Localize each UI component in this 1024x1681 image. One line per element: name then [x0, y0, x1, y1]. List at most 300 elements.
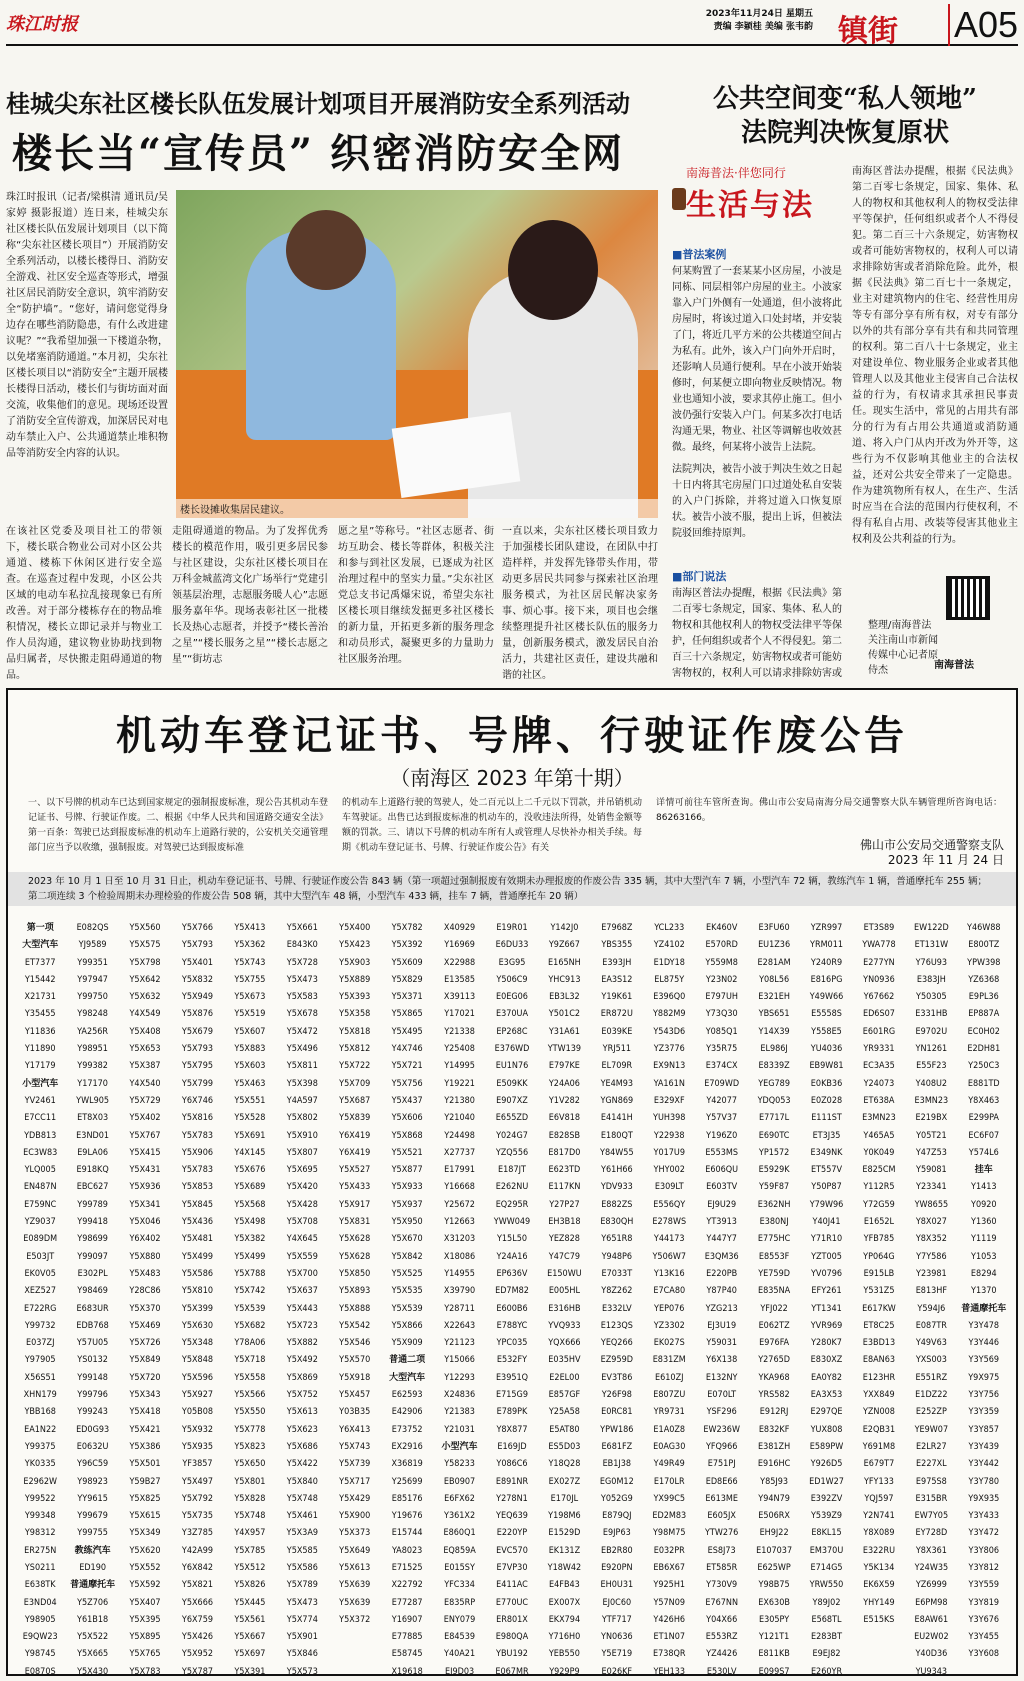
plate-number: Y506W7: [652, 1251, 687, 1262]
plate-number: E8553F: [758, 1251, 790, 1262]
plate-number: YA256R: [77, 1026, 109, 1037]
plate-number: Y99789: [77, 1199, 108, 1210]
plate-number: Y21383: [444, 1407, 475, 1418]
plate-number: YQJ597: [864, 1493, 894, 1504]
plate-number: E278WS: [652, 1217, 687, 1228]
plate-number: E722RG: [23, 1303, 57, 1314]
plate-number: Y5X937: [391, 1199, 423, 1210]
plate-number: Y447Y7: [706, 1234, 737, 1245]
plate-number: E832KF: [758, 1424, 790, 1435]
plate-number: Y5X613: [339, 1562, 371, 1573]
plate-column: [433, 920, 485, 1681]
plate-number: EA3S12: [601, 974, 633, 985]
plate-number: Y5X679: [181, 1026, 213, 1037]
plate-number: ER275N: [24, 1545, 57, 1556]
plate-number: Y59081: [916, 1165, 947, 1176]
plate-number: Y15L50: [496, 1234, 528, 1245]
plate-number: E835NA: [758, 1286, 791, 1297]
plate-number: E380NJ: [759, 1217, 789, 1228]
plate-number: E8294: [970, 1268, 997, 1279]
plate-number: EK460V: [705, 923, 738, 933]
plate-number: Y5X395: [129, 1614, 161, 1625]
plate-number: ET8X03: [77, 1113, 109, 1124]
plate-number: Y5X561: [234, 1614, 266, 1625]
plate-number: E376WD: [494, 1044, 530, 1055]
plate-number: E860Q1: [443, 1528, 476, 1539]
plate-number: YKA968: [758, 1372, 790, 1383]
plate-number: EA0Y82: [810, 1372, 843, 1383]
plate-number: Y8Z262: [601, 1286, 633, 1297]
plate-number: Y3Y756: [968, 1390, 1000, 1401]
plate-number: E8KL15: [811, 1528, 842, 1539]
plate-number: Y5X461: [286, 1511, 318, 1522]
plate-number: E9EJ82: [812, 1649, 841, 1660]
plate-number: E0Z028: [810, 1095, 843, 1106]
plate-number: Y98923: [77, 1476, 108, 1487]
plate-number: E714G5: [810, 1562, 843, 1573]
plate-number: E362NH: [757, 1199, 791, 1210]
plate-number: E85176: [391, 1493, 423, 1504]
plate-number: EC6F07: [968, 1130, 1000, 1141]
plate-number: EK0V05: [24, 1268, 56, 1279]
plate-number: E297QE: [810, 1407, 843, 1418]
plate-number: Y9X935: [968, 1493, 1000, 1504]
plate-number: E070LT: [707, 1390, 737, 1401]
plate-number: Y5X765: [129, 1649, 161, 1660]
plate-number: Y882M9: [652, 1009, 686, 1020]
plate-number: YT3913: [706, 1217, 737, 1228]
plate-number: E111ST: [811, 1113, 842, 1124]
plate-column: [591, 920, 643, 1681]
notice-title: 机动车登记证书、号牌、行驶证作废公告: [116, 712, 908, 759]
plate-number: Y5X623: [286, 1424, 318, 1435]
plate-number: Y280K7: [811, 1338, 842, 1349]
plate-number: YN0636: [601, 1632, 633, 1643]
plate-number: Y57N09: [653, 1597, 686, 1608]
plate-number: Y5X512: [234, 1562, 266, 1573]
plate-number: EC0H02: [967, 1026, 1000, 1037]
plate-number: Y3Y433: [968, 1511, 1000, 1522]
plate-number: YF3857: [182, 1459, 213, 1470]
follow-text: 整理/南海普法 关注南山市新闻传媒中心记者原侍杰: [868, 620, 938, 676]
newspaper-logo: 珠江时报: [6, 14, 78, 35]
plate-number: Y5X927: [181, 1390, 213, 1401]
plate-number: Y5X499: [181, 1251, 213, 1262]
photo-caption: 楼长设摊收集居民建议。: [176, 499, 658, 518]
plate-number: Y78A06: [234, 1338, 266, 1349]
plate-column: [486, 920, 538, 1681]
plate-column: [66, 920, 118, 1681]
plate-number: Y5X408: [129, 1026, 161, 1037]
plate-number: Y5X481: [181, 1234, 213, 1245]
plate-number: Y5X3A9: [286, 1528, 319, 1539]
plate-number: Y49R49: [653, 1459, 685, 1470]
plate-number: Y5X551: [234, 1095, 266, 1106]
plate-number: E1DZ22: [915, 1390, 948, 1401]
plate-number: E5AT80: [549, 1424, 580, 1435]
plate-number: E530LV: [706, 1666, 737, 1677]
plate-column: [276, 920, 328, 1681]
plate-number: Y5X430: [77, 1666, 109, 1677]
plate-number: YS0211: [24, 1562, 56, 1573]
plate-number: E2LR27: [916, 1441, 947, 1452]
plate-number: Y5X559: [286, 1251, 318, 1262]
plate-number: Y26F98: [601, 1390, 632, 1401]
plate-number: Y5E719: [601, 1649, 633, 1660]
plate-number: ED8E66: [705, 1476, 738, 1487]
plate-number: Y16668: [444, 1182, 475, 1193]
plate-number: Y5X592: [129, 1580, 161, 1591]
plate-number: Y25699: [391, 1476, 423, 1487]
plate-number: Y97947: [77, 974, 108, 985]
plate-number: Y05T21: [916, 1130, 947, 1141]
plate-number: ES5D03: [548, 1441, 581, 1452]
plate-number: E227XL: [916, 1459, 947, 1470]
plate-number: E7033T: [601, 1268, 633, 1279]
plate-number: Y4X746: [391, 1044, 423, 1055]
plate-number: E770UC: [495, 1597, 529, 1608]
plate-number: Y5X546: [339, 1338, 371, 1349]
plate-number: YEB550: [548, 1649, 580, 1660]
plate-column: [958, 920, 1010, 1664]
page-number: A05: [948, 4, 1018, 46]
plate-number: Y5X399: [181, 1303, 213, 1314]
plate-number: EL875Y: [654, 974, 685, 985]
plate-number: Y40J41: [812, 1217, 841, 1228]
plate-number: Y99148: [77, 1372, 108, 1383]
plate-number: X21731: [24, 992, 56, 1003]
notice-subtitle: （南海区 2023 年第十期）: [390, 766, 634, 790]
plate-number: ET557V: [810, 1165, 843, 1176]
plate-number: Y5X831: [339, 1217, 371, 1228]
plate-number: Y5X400: [339, 923, 371, 933]
plate-number: E638TK: [24, 1580, 56, 1591]
plate-number: Y5X903: [339, 957, 371, 968]
plate-number: Y5Z706: [77, 1597, 109, 1608]
plate-number: Y5X527: [339, 1165, 371, 1176]
story-lead: 珠江时报讯（记者/梁棋清 通讯员/吴家婷 摄影报道）连日来，桂城尖东社区楼长队伍发展计划项目（以下简称“尖东社区楼长项目”）开展消防安全系列活动，以楼长楼得日、消防安全游戏、社区安全巡查等形式，增强社区居民消防安全意识，筑牢消防安全“防护墙”。“您好，请问您觉得身边存在哪些消防隐患，有什么改进建议呢？”“我希望加强一下楼道杂物，以免堵塞消防通道。”本月初，尖东社区楼长项目以“消防安全”主题开展楼长楼得日活动，楼长们与街坊面对面交流，收集他们的意见。现场还设置了消防安全宣传游戏，加深居民对电动车禁止入户、公共通道禁止堆积物品等消防安全内容的认识。: [6, 192, 168, 459]
plate-number: Y14995: [444, 1061, 475, 1072]
plate-number: Y3Y478: [968, 1320, 1000, 1331]
plate-number: Y5X615: [129, 1511, 161, 1522]
plate-number: E3MN23: [862, 1113, 896, 1124]
plate-number: Y5X849: [129, 1355, 161, 1366]
plate-number: YV0796: [810, 1268, 843, 1279]
plate-number: Y017U9: [653, 1147, 685, 1158]
plate-number: Y23341: [916, 1182, 947, 1193]
plate-number: Y5X560: [129, 923, 161, 933]
plate-number: E1529D: [548, 1528, 581, 1539]
plate-number: E302PL: [77, 1268, 108, 1279]
plate-number: Y024G7: [496, 1130, 528, 1141]
plate-number: YFC334: [444, 1580, 475, 1591]
plate-number: Y3Y819: [968, 1597, 1000, 1608]
plate-number: Y559M8: [705, 957, 738, 968]
plate-number: Y2765D: [758, 1355, 790, 1366]
plate-number: E7CA80: [653, 1286, 686, 1297]
plate-number: Y99351: [77, 957, 108, 968]
plate-number: YZ4426: [706, 1649, 738, 1660]
plate-number: Y59F87: [758, 1182, 790, 1193]
plate-number: E828SB: [548, 1130, 581, 1141]
plate-number: Y5X877: [391, 1165, 423, 1176]
plate-number: Y25672: [444, 1199, 475, 1210]
plate-number: E918KQ: [76, 1165, 109, 1176]
story-kicker: 桂城尖东社区楼长队伍发展计划项目开展消防安全系列活动: [6, 90, 630, 118]
plate-number: E617KW: [862, 1303, 896, 1314]
plate-number: Y5X473: [286, 1597, 318, 1608]
plate-number: YFJ022: [760, 1303, 788, 1314]
story-column-3: 愿之星”等称号。“社区志愿者、街坊互助会、楼长等群体，积极关注和参与到社区发展，已逐成为社区治理过程中的坚实力量。”尖东社区党总支书记禹爆宋说，希望尖东社区楼长项目继续发掘更多社区楼长的新力量，开拓更多新的服务理念和动员形式，凝聚更多的力量助力社区服务治理。: [338, 526, 494, 665]
plate-number: Y5X472: [286, 1026, 318, 1037]
plate-number: Y4A597: [286, 1095, 318, 1106]
plate-number: Y5X552: [129, 1562, 161, 1573]
plate-number: E170JL: [550, 1493, 579, 1504]
plate-number: Y052G9: [600, 1493, 633, 1504]
plate-number: Y5X609: [391, 957, 423, 968]
notice-intro-1: 一、以下号牌的机动车已达到国家规定的强制报废标准，现公告其机动车登记证书、号牌、行驶证作废。二、根据《中华人民共和国道路交通安全法》第一百条：驾驶已达到报废标准的机动车上道路行驶的，公安机关交通管理部门应当予以收缴，强制报废。对驾驶已达到报废标准: [28, 798, 328, 853]
plate-number: Y28711: [444, 1303, 475, 1314]
plate-number: Y5X686: [286, 1441, 318, 1452]
plate-number: Y8X352: [915, 1234, 947, 1245]
plate-number: EX027Z: [548, 1476, 581, 1487]
plate-number: EB2R80: [600, 1545, 633, 1556]
plate-number: Y5X766: [181, 923, 213, 933]
plate-number: E589PW: [809, 1441, 844, 1452]
plate-column: [538, 920, 590, 1681]
plate-number: Y5K134: [863, 1562, 895, 1573]
plate-number: Y543D6: [653, 1026, 686, 1037]
plate-number: YTF717: [601, 1614, 632, 1625]
plate-number: E321EH: [758, 992, 790, 1003]
plate-number: Y17021: [444, 1009, 475, 1020]
plate-number: Y5X700: [286, 1268, 318, 1279]
plate-number: Y5X401: [181, 957, 213, 968]
notice-summary: 2023 年 10 月 1 日至 10 月 31 日止，机动车登记证书、号牌、行驶证作废公告 843 辆（第一项超过强制报废有效期未办理报废的作废公告 335 辆，其中大型汽车 7 辆，小型汽车 72 辆，教练汽车 1 辆，普通摩托车 255 辆；第二项连续 3 个检验周期未办理检验的作废公告 508 辆，其中大型汽车 48 辆，小型汽车 433 辆，挂车 7 辆，普通摩托车 20 辆）: [8, 872, 1016, 906]
plate-number: Y61B18: [77, 1614, 109, 1625]
plate-number: E3FU60: [758, 923, 790, 933]
plate-number: Y35R75: [706, 1044, 738, 1055]
plate-number: Y5X596: [181, 1372, 213, 1383]
plate-number: Y5X691: [234, 1130, 266, 1141]
plate-number: Y574L6: [968, 1147, 999, 1158]
plate-number: Y5X422: [286, 1459, 318, 1470]
plate-number: Y5X932: [181, 1424, 213, 1435]
plate-number: E55F23: [916, 1061, 947, 1072]
plate-number: EP268C: [496, 1026, 528, 1037]
plate-number: Y1413: [971, 1182, 997, 1193]
plate-number: Y3Y455: [968, 1632, 1000, 1643]
plate-number: YUH398: [653, 1113, 686, 1124]
plate-number: Y21123: [444, 1338, 475, 1349]
plate-category-label: 普通摩托车: [70, 1580, 116, 1591]
plate-number: Y5X525: [391, 1268, 423, 1279]
plate-number: Y99348: [24, 1511, 56, 1522]
story-column-4: 一直以来，尖东社区楼长项目致力于加强楼长团队建设，在团队中打造样样，并发挥先锋带头作用，带动更多居民共同参与探索社区治理服务模式，为社区居民解决家务事、烦心事。接下来，项目也会继续整理提升社区楼长队伍的服务力量，创新服务模式，激发居民自治活力，共建社区责任，建设共融和谐的社区。: [502, 526, 658, 680]
plate-number: E817D0: [548, 1147, 581, 1158]
plate-number: E738QR: [652, 1649, 686, 1660]
plate-number: E816PG: [810, 974, 843, 985]
plate-number: Y5X801: [234, 1476, 266, 1487]
plate-column: [853, 920, 905, 1629]
plate-number: Y5X829: [391, 974, 423, 985]
plate-number: E912RJ: [759, 1407, 789, 1418]
plate-number: ET638A: [863, 1095, 895, 1106]
plate-number: YV2461: [24, 1095, 56, 1106]
plate-number: ET8C25: [863, 1320, 895, 1331]
plate-number: Y98951: [77, 1044, 108, 1055]
plate-number: Y5X755: [234, 974, 266, 985]
plate-number: X36819: [391, 1459, 423, 1470]
plate-number: YGN869: [600, 1095, 634, 1106]
plate-number: Y3Y359: [968, 1407, 1000, 1418]
plate-number: E039KE: [601, 1026, 633, 1037]
plate-number: X22792: [391, 1580, 423, 1591]
plate-category-label: 大型汽车: [22, 940, 59, 951]
plate-number: Y5X443: [286, 1303, 318, 1314]
plate-number: Y3Y806: [968, 1545, 1000, 1556]
plate-number: EG0M12: [599, 1476, 634, 1487]
plate-column: [329, 920, 381, 1629]
plate-number: Y5X807: [286, 1147, 318, 1158]
plate-number: YDQ053: [757, 1095, 791, 1106]
plate-number: E309LT: [654, 1182, 684, 1193]
plate-number: Y5X382: [234, 1234, 266, 1245]
plate-number: EB3L32: [549, 992, 580, 1003]
plate-number: Y17179: [24, 1061, 56, 1072]
plate-number: Y5X373: [339, 1528, 371, 1539]
plate-number: YZN008: [862, 1407, 895, 1418]
plate-number: Y5X729: [129, 1095, 161, 1106]
plate-number: EU1N76: [495, 1061, 529, 1072]
plate-number: EU2W02: [914, 1632, 949, 1643]
plate-number: E0632U: [76, 1441, 109, 1452]
plate-number: Y12293: [444, 1372, 475, 1383]
plate-number: Y94N79: [758, 1493, 790, 1504]
plate-number: Y6X842: [181, 1562, 213, 1573]
plate-number: Y5X828: [234, 1493, 266, 1504]
plate-number: Y5X816: [181, 1113, 213, 1124]
plate-number: E601RG: [862, 1026, 896, 1037]
plate-number: Y5X893: [339, 1286, 371, 1297]
plate-number: Y5X865: [391, 1009, 423, 1020]
plate-number: E383JH: [916, 974, 946, 985]
plate-number: E907XZ: [496, 1095, 528, 1106]
plate-number: E2EL00: [549, 1372, 580, 1383]
plate-number: X22643: [443, 1320, 476, 1331]
plate-number: Y3Y559: [968, 1580, 1000, 1591]
plate-number: Y99755: [77, 1528, 108, 1539]
plate-number: Y5X522: [77, 1632, 109, 1643]
plate-number: E2962W: [23, 1476, 58, 1487]
plate-number: Y23981: [916, 1268, 947, 1279]
plate-number: YUX808: [810, 1424, 843, 1435]
plate-number: E026KF: [601, 1666, 633, 1677]
plate-number: YZ3776: [653, 1044, 685, 1055]
plate-number: E920PN: [601, 1562, 633, 1573]
plate-number: Y5X613: [286, 1407, 318, 1418]
plate-number: Y42A99: [181, 1545, 213, 1556]
plate-number: Y40A21: [444, 1649, 476, 1660]
plate-number: E150WU: [547, 1268, 582, 1279]
plate-number: Y5X695: [286, 1165, 318, 1176]
plate-number: EP887A: [968, 1009, 1000, 1020]
plate-number: EC3W83: [23, 1147, 58, 1158]
plate-number: E73752: [391, 1424, 423, 1435]
vehicle-notice: [6, 688, 1018, 1676]
plate-number: Y278N1: [496, 1493, 528, 1504]
plate-number: Y99732: [24, 1320, 56, 1331]
plate-number: Y5X889: [339, 974, 371, 985]
plate-number: E169JD: [497, 1441, 527, 1452]
plate-number: YEQ266: [600, 1338, 633, 1349]
plate-number: Y5X722: [339, 1061, 371, 1072]
plate-number: Y5X418: [129, 1407, 161, 1418]
plate-number: YRS582: [758, 1390, 790, 1401]
plate-number: E825CM: [862, 1165, 896, 1176]
plate-number: YVQ933: [548, 1320, 581, 1331]
plate-number: Y6X746: [181, 1095, 213, 1106]
plate-number: E830XZ: [810, 1355, 843, 1366]
plate-number: Y5X348: [181, 1338, 213, 1349]
column-title: 生活与法: [686, 188, 814, 223]
plate-number: Y5X392: [391, 940, 423, 951]
case-text-verdict: 法院判决，被告小波于判决生效之日起十日内将其宅房屋门口过道处私自安装的入户门拆除，并将过道入口恢复原状。被告小波不服，提出上诉，但被法院驳回维持原判。: [672, 464, 842, 539]
plate-number: E220YP: [496, 1528, 528, 1539]
plate-number: Y67662: [863, 992, 895, 1003]
plate-number: E3QM36: [704, 1251, 739, 1262]
plate-number: Y21040: [444, 1113, 475, 1124]
plate-number: E775HC: [757, 1234, 791, 1245]
plate-number: E262NU: [495, 1182, 529, 1193]
plate-number: Y5X708: [286, 1217, 318, 1228]
plate-number: E605JX: [707, 1511, 736, 1522]
plate-number: E015SY: [444, 1562, 475, 1573]
plate-number: X22988: [443, 957, 476, 968]
plate-number: YA161N: [653, 1078, 685, 1089]
plate-number: Y5X632: [129, 992, 161, 1003]
plate-number: Y250C3: [968, 1061, 1000, 1072]
plate-number: Y5X501: [129, 1459, 161, 1470]
plate-number: EW236W: [703, 1424, 740, 1435]
plate-number: Y142J0: [550, 923, 579, 933]
plate-number: YU9343: [915, 1666, 948, 1677]
plate-number: E332LV: [602, 1303, 632, 1314]
masthead: [6, 4, 1018, 49]
plate-column: [800, 920, 852, 1681]
plate-number: E6FX62: [444, 1493, 475, 1504]
plate-number: E032PR: [653, 1545, 685, 1556]
plate-number: Y1V282: [548, 1095, 580, 1106]
plate-number: Y19221: [444, 1078, 475, 1089]
plate-number: Y18W42: [547, 1562, 582, 1573]
plate-number: E916HC: [757, 1459, 791, 1470]
plate-number: Y98469: [77, 1286, 108, 1297]
plate-number: Y5X840: [286, 1476, 318, 1487]
plate-number: EB1J38: [602, 1459, 632, 1470]
plate-number: EKX794: [548, 1614, 581, 1625]
plate-number: E7CC11: [24, 1113, 57, 1124]
plate-number: Y6X138: [706, 1355, 738, 1366]
plate-category-label: 小型汽车: [441, 1441, 478, 1452]
plate-number: YPW398: [967, 957, 1001, 968]
plate-number: YZ9037: [24, 1217, 56, 1228]
plate-number: Y76U93: [915, 957, 948, 968]
plate-number: Y5X568: [234, 1199, 266, 1210]
case-text: 何某购置了一套某某小区房屋，小波是同栋、同层相邻户房屋的业主。小波家靠入户门外侧有一处通道，但小波将此房屋时，将该过道入口处封堵，并安装了门，将近几平方米的公共楼道空间占为私有。此外，该入户门向外开启时，还影响人员通行便利。早在小波开始装修时，何某便立即向物业反映情况。物业也通知小波，要求其停止施工。但小波仍强行安装入户门。何某多次打电话沟通无果，物业、社区等调解也收效甚微。最终，何某将小波告上法院。: [672, 266, 842, 453]
plate-number: Y594J6: [917, 1303, 946, 1314]
plate-number: Y8X089: [863, 1528, 895, 1539]
